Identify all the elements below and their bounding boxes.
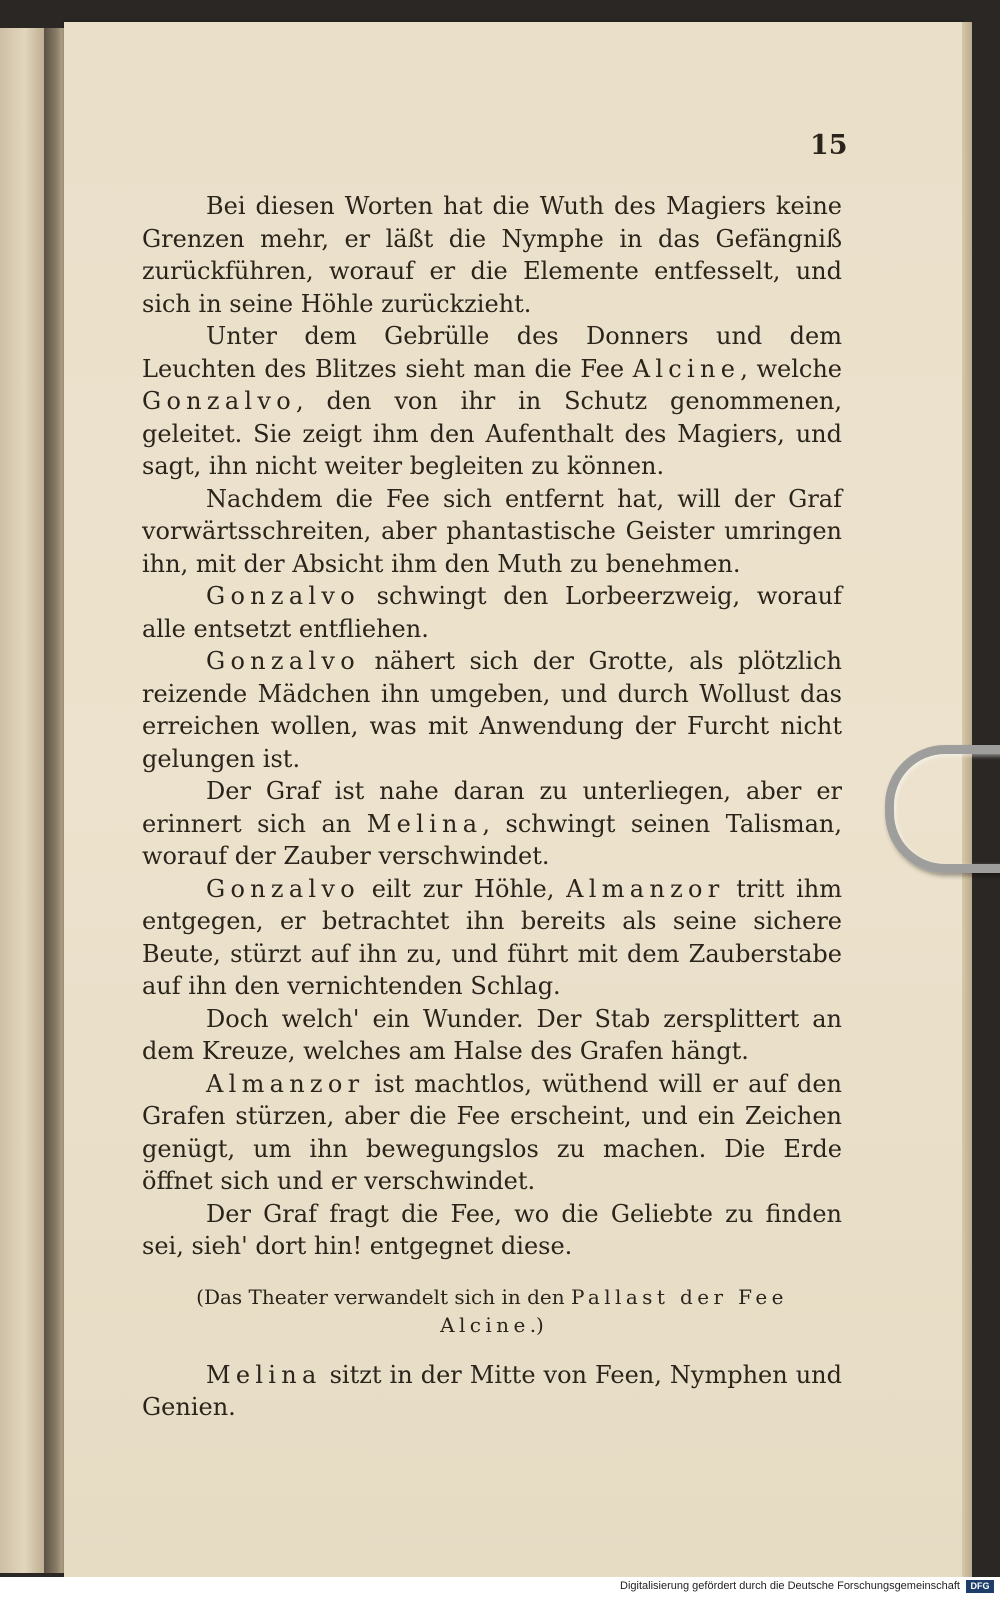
name-melina: Melina bbox=[366, 809, 483, 838]
page-body bbox=[142, 190, 842, 1424]
paragraph-5: Gonzalvo nähert sich der Grotte, als plötzlich reizende Mädchen ihn umgeben, und durch Wollust das erreichen wollen, was mit Anwendung der Furcht nicht gelungen ist. bbox=[142, 647, 842, 773]
name-melina: Melina bbox=[206, 1360, 322, 1389]
paragraph-10: Der Graf fragt die Fee, wo die Geliebte zu finden sei, sieh' dort hin! entgegnet diese. bbox=[142, 1199, 842, 1260]
paragraph-11: Melina sitzt in der Mitte von Feen, Nymphen und Genien. bbox=[142, 1360, 842, 1421]
paper-clip bbox=[885, 745, 1000, 873]
name-alcine: Alcine bbox=[632, 354, 741, 383]
digitization-footer bbox=[0, 1577, 1000, 1597]
page-number: 15 bbox=[810, 130, 848, 161]
dfg-logo-icon: DFG bbox=[966, 1580, 994, 1593]
paragraph-2: Unter dem Gebrülle des Donners und dem Leuchten des Blitzes sieht man die Fee Alcine, welche Gonzalvo, den von ihr in Schutz genommenen, geleitet. Sie zeigt ihm den Aufenthalt des Magiers, und sagt, ihn nicht weiter begleiten zu können. bbox=[142, 322, 842, 480]
paragraph-3: Nachdem die Fee sich entfernt hat, will der Graf vorwärtsschreiten, aber phantastische Geister umringen ihn, mit der Absicht ihm den Muth zu benehmen. bbox=[142, 484, 842, 578]
name-gonzalvo: Gonzalvo bbox=[206, 874, 360, 903]
facing-page-edge bbox=[0, 28, 44, 1573]
paragraph-7: Gonzalvo eilt zur Höhle, Almanzor tritt ihm entgegen, er betrachtet ihn bereits als seine sichere Beute, stürzt auf ihn zu, und führt mit dem Zauberstabe auf ihn den vernichtenden Schlag. bbox=[142, 874, 843, 1000]
paragraph-8: Doch welch' ein Wunder. Der Stab zersplittert an dem Kreuze, welches am Halse des Grafen hängt. bbox=[142, 1004, 842, 1065]
place-name: Pallast der Fee Alcine bbox=[440, 1284, 788, 1337]
name-gonzalvo: Gonzalvo bbox=[206, 582, 360, 610]
footer-credit: Digitalisierung gefördert durch die Deutsche Forschungsgemeinschaft bbox=[620, 1580, 960, 1592]
paragraph-1: Bei diesen Worten hat die Wuth des Magiers keine Grenzen mehr, er läßt die Nymphe in das Gefängniß zurückführen, worauf er die Elemente entfesselt, und sich in seine Höhle zurückzieht. bbox=[142, 192, 842, 318]
name-almanzor: Almanzor bbox=[566, 874, 725, 903]
paragraph-6: Der Graf ist nahe daran zu unterliegen, aber er erinnert sich an Melina, schwingt seinen Talisman, worauf der Zauber verschwindet. bbox=[142, 777, 842, 870]
book-gutter bbox=[44, 28, 66, 1573]
stage-direction: (Das Theater verwandelt sich in den Pallast der Fee Alcine.) bbox=[196, 1284, 788, 1337]
name-gonzalvo: Gonzalvo bbox=[142, 387, 296, 415]
name-gonzalvo: Gonzalvo bbox=[206, 647, 360, 675]
paragraph-9: Almanzor ist machtlos, wüthend will er auf den Grafen stürzen, aber die Fee erscheint, und ein Zeichen genügt, um ihn bewegungslos zu machen. Die Erde öffnet sich und er verschwindet. bbox=[142, 1069, 842, 1195]
name-almanzor: Almanzor bbox=[206, 1069, 365, 1098]
paragraph-4: Gonzalvo schwingt den Lorbeerzweig, worauf alle entsetzt entfliehen. bbox=[142, 582, 842, 643]
